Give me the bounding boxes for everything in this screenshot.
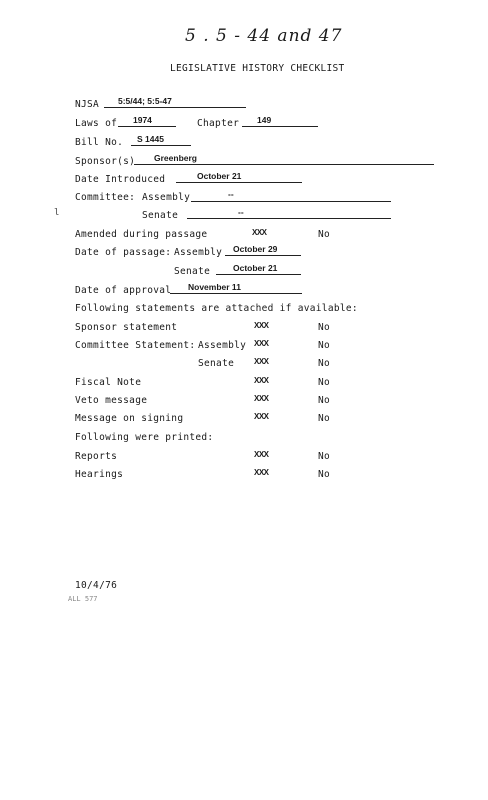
laws-of-line — [118, 126, 176, 127]
sponsors-line — [134, 164, 434, 165]
veto-message-label: Veto message — [75, 395, 148, 406]
committee-label: Committee: — [75, 192, 136, 203]
date-of-approval-label: Date of approval — [75, 285, 172, 296]
date-introduced-line — [176, 182, 302, 183]
committee-assembly-label: Assembly — [142, 192, 191, 203]
date-of-passage-label: Date of passage: — [75, 247, 172, 258]
fiscal-note-yes-mark: XXX — [254, 376, 269, 385]
hearings-yes-mark: XXX — [254, 468, 269, 477]
margin-mark: l — [54, 208, 60, 218]
amended-label: Amended during passage — [75, 229, 208, 240]
hearings-no: No — [318, 469, 331, 480]
committee-statement-senate-no: No — [318, 358, 331, 369]
committee-senate-label: Senate — [142, 210, 179, 221]
message-on-signing-yes-mark: XXX — [254, 412, 269, 421]
sponsor-statement-no: No — [318, 322, 331, 333]
committee-statement-assembly-label: Assembly — [198, 340, 247, 351]
committee-statement-senate-yes-mark: XXX — [254, 357, 269, 366]
fiscal-note-label: Fiscal Note — [75, 377, 142, 388]
date-introduced-value: October 21 — [197, 171, 242, 181]
reports-yes-mark: XXX — [254, 450, 269, 459]
sponsors-label: Sponsor(s) — [75, 156, 136, 167]
date-of-approval-value: November 11 — [188, 282, 241, 292]
message-on-signing-no: No — [318, 413, 331, 424]
hearings-label: Hearings — [75, 469, 124, 480]
footer-date: 10/4/76 — [75, 580, 118, 591]
sponsor-statement-label: Sponsor statement — [75, 322, 178, 333]
chapter-label: Chapter — [197, 118, 240, 129]
chapter-value: 149 — [257, 115, 272, 125]
sponsor-statement-yes-mark: XXX — [254, 321, 269, 330]
handwritten-header: 5 . 5 - 44 and 47 — [185, 26, 343, 46]
committee-assembly-value: -- — [228, 189, 234, 199]
amended-no: No — [318, 229, 331, 240]
sponsors-value: Greenberg — [154, 153, 197, 163]
njsa-value: 5:5/44; 5:5-47 — [118, 96, 172, 106]
laws-of-value: 1974 — [133, 115, 152, 125]
committee-statement-assembly-yes-mark: XXX — [254, 339, 269, 348]
reports-no: No — [318, 451, 331, 462]
passage-senate-value: October 21 — [233, 263, 278, 273]
veto-message-no: No — [318, 395, 331, 406]
page-title: LEGISLATIVE HISTORY CHECKLIST — [170, 63, 345, 74]
laws-of-label: Laws of — [75, 118, 118, 129]
passage-senate-line — [216, 274, 301, 275]
veto-message-yes-mark: XXX — [254, 394, 269, 403]
committee-statement-senate-label: Senate — [198, 358, 235, 369]
printed-heading: Following were printed: — [75, 432, 214, 443]
statements-heading: Following statements are attached if available: — [75, 303, 358, 314]
fiscal-note-no: No — [318, 377, 331, 388]
footer-initials: ALL 577 — [68, 595, 98, 603]
date-introduced-label: Date Introduced — [75, 174, 166, 185]
bill-no-label: Bill No. — [75, 137, 124, 148]
bill-no-value: S 1445 — [137, 134, 164, 144]
reports-label: Reports — [75, 451, 118, 462]
committee-assembly-line — [191, 201, 391, 202]
date-of-approval-line — [170, 293, 302, 294]
passage-assembly-label: Assembly — [174, 247, 223, 258]
committee-senate-line — [187, 218, 391, 219]
amended-yes-mark: XXX — [252, 228, 267, 237]
passage-senate-label: Senate — [174, 266, 211, 277]
committee-senate-value: -- — [238, 207, 244, 217]
bill-no-line — [131, 145, 191, 146]
committee-statement-label: Committee Statement: — [75, 340, 196, 351]
passage-assembly-line — [225, 255, 301, 256]
chapter-line — [242, 126, 318, 127]
njsa-line — [104, 107, 246, 108]
njsa-label: NJSA — [75, 99, 100, 110]
passage-assembly-value: October 29 — [233, 244, 278, 254]
committee-statement-assembly-no: No — [318, 340, 331, 351]
message-on-signing-label: Message on signing — [75, 413, 184, 424]
